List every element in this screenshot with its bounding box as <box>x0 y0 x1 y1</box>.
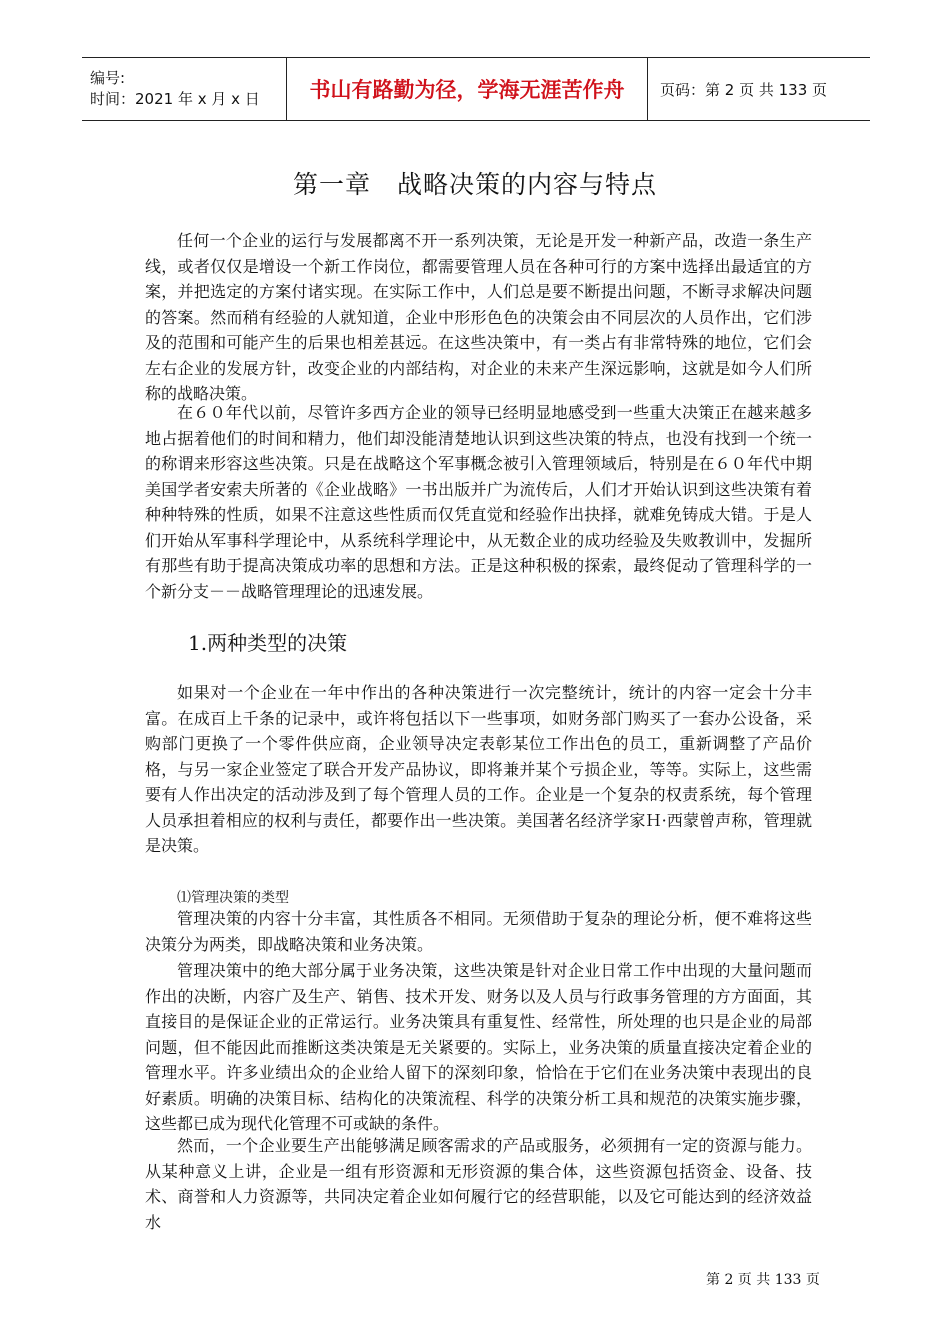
sub-paragraph-3: 然而，一个企业要生产出能够满足顾客需求的产品或服务，必须拥有一定的资源与能力。从某种意义上讲，企业是一组有形资源和无形资源的集合体，这些资源包括资金、设备、技术、商誉和人力资源等，共同决定着企业如何履行它的经营职能，以及它可能达到的经济效益水 <box>145 1136 812 1232</box>
page-info: 页码：第 2 页 共 133 页 <box>660 80 828 99</box>
body-paragraph-2: 在６０年代以前，尽管许多西方企业的领导已经明显地感受到一些重大决策正在越来越多地占据着他们的时间和精力，他们却没能清楚地认识到这些决策的特点，也没有找到一个统一的称谓来形容这些决策。只是在战略这个军事概念被引入管理领域后，特别是在６０年代中期美国学者安索夫所著的《企业战略》一书出版并广为流传后，人们才开始认识到这些决策有着种种特殊的性质，如果不注意这些性质而仅凭直觉和经验作出抉择，就难免铸成大错。于是人们开始从军事科学理论中，从系统科学理论中，从无数企业的成功经验及失败教训中，发掘所有那些有助于提高决策成功率的思想和方法。正是这种积极的探索，最终促动了管理科学的一个新分支－－战略管理理论的迅速发展。 <box>145 403 812 601</box>
sub-paragraph-1: 管理决策的内容十分丰富，其性质各不相同。无须借助于复杂的理论分析，便不难将这些决策分为两类，即战略决策和业务决策。 <box>145 909 812 954</box>
header-left-cell <box>82 58 287 120</box>
section-paragraph: 如果对一个企业在一年中作出的各种决策进行一次完整统计，统计的内容一定会十分丰富。在成百上千条的记录中，或许将包括以下一些事项，如财务部门购买了一套办公设备，采购部门更换了一个零件供应商，企业领导决定表彰某位工作出色的员工，重新调整了产品价格，与另一家企业签定了联合开发产品协议，即将兼并某个亏损企业，等等。实际上，这些需要有人作出决定的活动涉及到了每个管理人员的工作。企业是一个复杂的权责系统，每个管理人员承担着相应的权利与责任，都要作出一些决策。美国著名经济学家Ｈ·西蒙曾声称，管理就是决策。 <box>145 683 812 855</box>
sub-paragraph-2: 管理决策中的绝大部分属于业务决策，这些决策是针对企业日常工作中出现的大量问题而作出的决断，内容广及生产、销售、技术开发、财务以及人员与行政事务管理的方方面面，其直接目的是保证企业的正常运行。业务决策具有重复性、经常性，所处理的也只是企业的局部问题，但不能因此而推断这类决策是无关紧要的。实际上，业务决策的质量直接决定着企业的管理水平。许多业绩出众的企业给人留下的深刻印象，恰恰在于它们在业务决策中表现出的良好素质。明确的决策目标、结构化的决策流程、科学的决策分析工具和规范的决策实施步骤，这些都已成为现代化管理不可或缺的条件。 <box>145 961 812 1133</box>
motto-text: 书山有路勤为径，学海无涯苦作舟 <box>309 78 625 102</box>
section-heading: 1.两种类型的决策 <box>188 631 348 655</box>
header-right-cell <box>648 58 870 120</box>
header-motto-cell <box>287 58 648 120</box>
time-label: 时间：2021 年 x 月 x 日 <box>90 90 260 108</box>
body-paragraph-1: 任何一个企业的运行与发展都离不开一系列决策，无论是开发一种新产品，改造一条生产线，或者仅仅是增设一个新工作岗位，都需要管理人员在各种可行的方案中选择出最适宜的方案，并把选定的方案付诸实现。在实际工作中，人们总是要不断提出问题，不断寻求解决问题的答案。然而稍有经验的人就知道，企业中形形色色的决策会由不同层次的人员作出，它们涉及的范围和可能产生的后果也相差甚远。在这些决策中，有一类占有非常特殊的地位，它们会左右企业的发展方针，改变企业的内部结构，对企业的未来产生深远影响，这就是如今人们所称的战略决策。 <box>145 231 812 403</box>
number-label: 编号: <box>90 69 126 87</box>
chapter-title: 第一章 战略决策的内容与特点 <box>292 170 657 199</box>
page-footer: 第 2 页 共 133 页 <box>706 1272 820 1288</box>
page-header <box>82 57 870 121</box>
subsection-heading: ⑴管理决策的类型 <box>177 890 289 906</box>
